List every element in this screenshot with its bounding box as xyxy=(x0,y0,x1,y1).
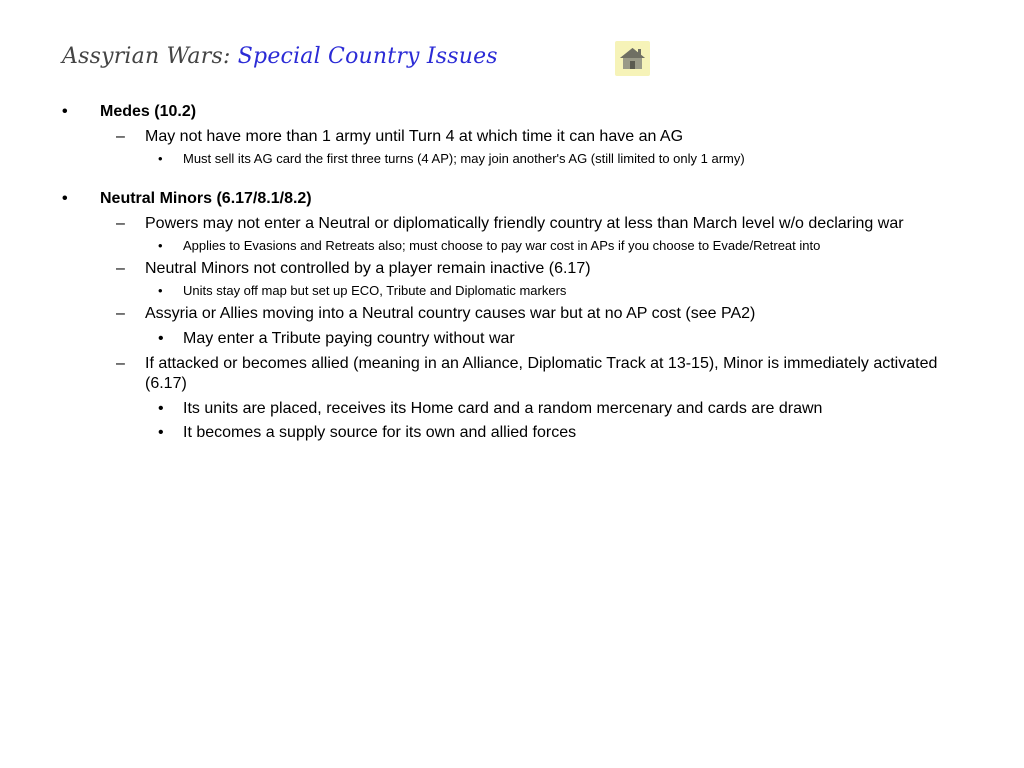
list-subitem: Its units are placed, receives its Home card and a random mercenary and cards are drawn xyxy=(183,400,823,417)
bullet-marker: • xyxy=(158,238,163,253)
bullet-marker: • xyxy=(62,190,68,207)
bullet-marker: • xyxy=(158,400,164,417)
list-item: Neutral Minors not controlled by a player remain inactive (6.17) xyxy=(145,260,591,277)
list-item: Assyria or Allies moving into a Neutral country causes war but at no AP cost (see PA2) xyxy=(145,305,756,322)
list-item: Powers may not enter a Neutral or diplomatically friendly country at less than March level w/o declaring war xyxy=(145,215,904,232)
list-subitem: Must sell its AG card the first three turns (4 AP); may join another's AG (still limited to only 1 army) xyxy=(183,151,745,166)
bullet-marker: • xyxy=(62,103,68,120)
section-heading-neutral-minors: Neutral Minors (6.17/8.1/8.2) xyxy=(100,190,312,207)
home-icon xyxy=(615,41,650,76)
dash-marker: – xyxy=(116,128,125,145)
slide-title xyxy=(62,44,498,69)
bullet-marker: • xyxy=(158,330,164,347)
list-subitem: May enter a Tribute paying country without war xyxy=(183,330,515,347)
title-main: Special Country Issues xyxy=(237,44,498,69)
dash-marker: – xyxy=(116,215,125,232)
bullet-marker: • xyxy=(158,283,163,298)
bullet-marker: • xyxy=(158,151,163,166)
dash-marker: – xyxy=(116,355,125,372)
home-button[interactable] xyxy=(615,41,650,76)
list-subitem: Units stay off map but set up ECO, Tribute and Diplomatic markers xyxy=(183,283,567,298)
list-subitem: It becomes a supply source for its own and allied forces xyxy=(183,424,577,441)
title-prefix: Assyrian Wars: xyxy=(62,44,231,69)
list-subitem: Applies to Evasions and Retreats also; must choose to pay war cost in APs if you choose to Evade/Retreat into xyxy=(183,238,821,253)
bullet-marker: • xyxy=(158,424,164,441)
list-item: May not have more than 1 army until Turn 4 at which time it can have an AG xyxy=(145,128,684,145)
section-heading-medes: Medes (10.2) xyxy=(100,103,197,120)
list-item: If attacked or becomes allied (meaning in an Alliance, Diplomatic Track at 13-15), Minor is immediately activated (6.17) xyxy=(145,355,938,392)
dash-marker: – xyxy=(116,260,125,277)
dash-marker: – xyxy=(116,305,125,322)
